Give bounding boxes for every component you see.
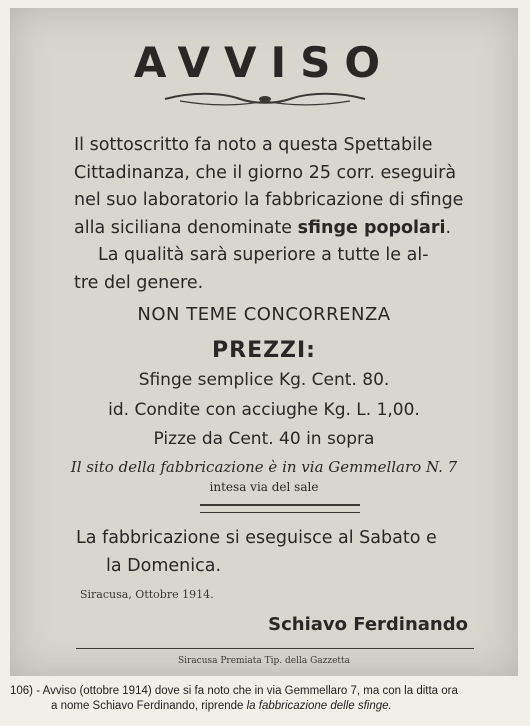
price-line: Pizze da Cent. 40 in sopra: [153, 429, 375, 449]
location-note: intesa via del sale: [209, 480, 319, 494]
printer-credit: Siracusa Premiata Tip. della Gazzetta: [177, 656, 351, 666]
no-competition-heading: NON TEME CONCORRENZA: [137, 304, 391, 325]
schedule-line: La fabbricazione si eseguisce al Sabato e: [76, 528, 437, 548]
prices-heading: PREZZI:: [212, 338, 316, 363]
schedule-line: la Domenica.: [106, 556, 222, 576]
photo-caption: [10, 684, 522, 714]
product-name: sfinge popolari: [297, 217, 446, 238]
poster-photo: [10, 8, 518, 676]
announcement-line: nel suo laboratorio la fabbricazione di sfinge: [74, 190, 464, 210]
caption-italic: la fabbricazione delle sfinge.: [246, 700, 392, 712]
announcement-line: tre del genere.: [74, 272, 204, 293]
schedule-paragraph: [76, 524, 486, 580]
announcement-line: alla siciliana denominate sfinge popolari.: [74, 217, 452, 238]
ornament-divider: [160, 90, 370, 108]
price-line: id. Condite con acciughe Kg. L. 1,00.: [108, 400, 420, 420]
announcement-paragraph: [74, 132, 486, 297]
caption-line: a nome Schiavo Ferdinando, riprende la fabbricazione delle sfinge.: [51, 700, 392, 712]
announcement-line: Cittadinanza, che il giorno 25 corr. eseguirà: [74, 162, 457, 183]
signature-name: Schiavo Ferdinando: [268, 614, 468, 635]
announcement-line: Il sottoscritto fa noto a questa Spettabile: [74, 135, 433, 155]
announcement-line: La qualità sarà superiore a tutte le al-: [98, 245, 429, 265]
caption-line: 106) - Avviso (ottobre 1914) dove si fa noto che in via Gemmellaro 7, ma con la ditta ora: [10, 685, 458, 697]
divider-rule: [200, 504, 360, 513]
location-line: Il sito della fabbricazione è in via Gemmellaro N. 7: [70, 458, 458, 476]
poster-title: AVVISO: [133, 38, 395, 87]
footer-rule: [76, 648, 474, 649]
place-date: Siracusa, Ottobre 1914.: [80, 588, 214, 601]
price-line: Sfinge semplice Kg. Cent. 80.: [138, 370, 390, 390]
